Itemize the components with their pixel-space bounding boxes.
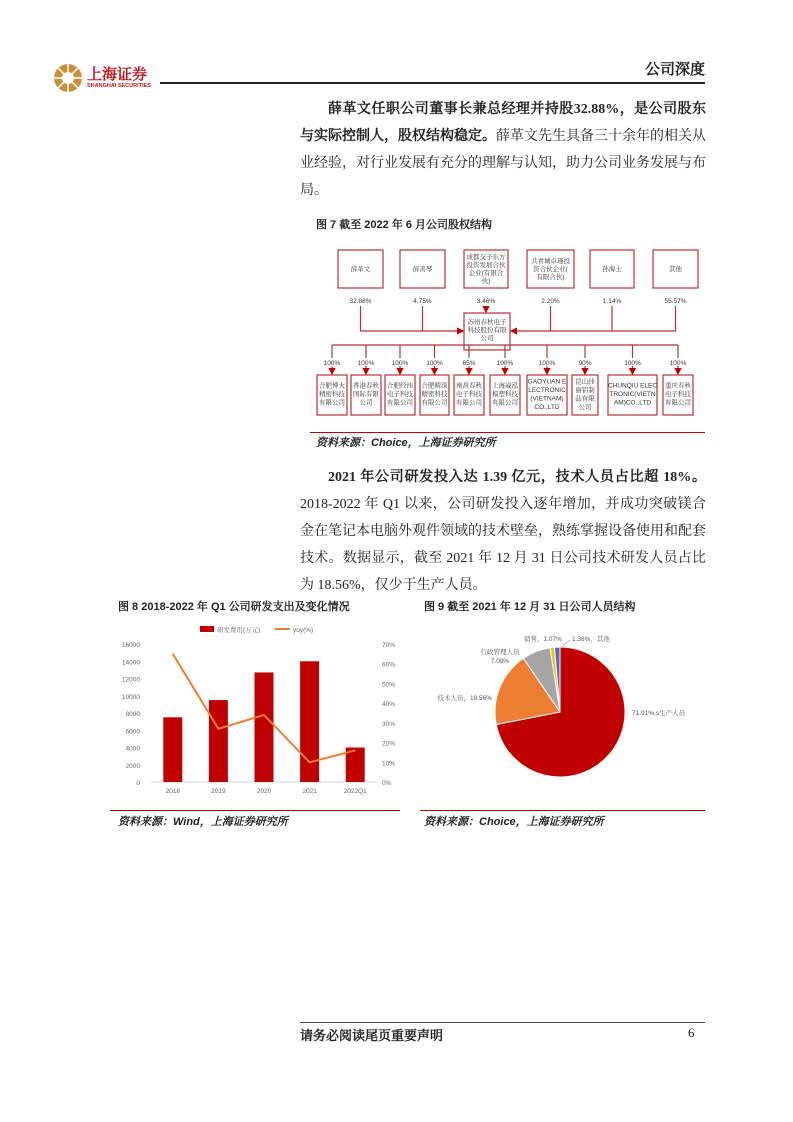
subsidiary-name: 昆山纬丽铝制品有限公司: [575, 378, 595, 411]
figure-7-source: 资料来源：Choice，上海证券研究所: [316, 437, 496, 449]
shareholder-name: 共青城卓瑾投资合伙企业(有限合伙): [531, 258, 570, 281]
ownership-chart: [0, 0, 793, 430]
y-tick-label: 14000: [121, 659, 140, 667]
subsidiary-name: CHUNQIU ELEC TRONIC(VIETN AM)CO.,LTD: [607, 382, 658, 407]
shareholder-name: 孙海士: [602, 266, 622, 273]
y2-tick-label: 50%: [382, 681, 396, 689]
paragraph-body: 薛革文先生具备三十余年的相关从业经验，对行业发展有充分的理解与认知，助力公司业务发展与布局。: [300, 129, 706, 198]
y-tick-label: 16000: [121, 642, 140, 649]
subsidiary-name: 重庆春秋电子科技有限公司: [665, 382, 691, 407]
company-name: 苏州春秋电子科技股份有限公司: [467, 319, 507, 342]
shareholder-pct: 4.75%: [413, 298, 432, 305]
slice-label: 71.91%,s生产人员: [632, 710, 686, 717]
rnd-expense-chart: [110, 614, 410, 804]
y-tick-label: 12000: [121, 676, 140, 684]
legend-swatch-bar: [200, 626, 214, 632]
shareholder-pct: 2.20%: [541, 298, 560, 305]
y2-tick-label: 60%: [382, 661, 396, 669]
figure-7-divider: [310, 432, 705, 433]
figure-8-source: 资料来源：Wind，上海证券研究所: [118, 816, 288, 828]
x-tick-label: 2020: [256, 788, 272, 795]
yoy-point: [309, 762, 310, 763]
figure-8-title: 图 8 2018-2022 年 Q1 公司研发支出及变化情况: [118, 601, 350, 613]
logo-subtext: SHANGHAI SECURITIES: [87, 83, 151, 89]
subsidiary-pct: 65%: [462, 360, 476, 367]
subsidiary-name: 合肥经纬电子科技有限公司: [387, 382, 413, 407]
paragraph-lead: 2021 年公司研发投入达 1.39 亿元，技术人员占比超 18%。: [328, 470, 706, 485]
figure-8-divider: [110, 810, 400, 811]
page-number: 6: [688, 1025, 695, 1040]
slice-label: 7.09%: [490, 658, 510, 665]
slice-label: 技术人员，18.56%: [437, 695, 492, 702]
shareholder-pct: 1.14%: [602, 298, 622, 305]
legend-label: yoy(%): [293, 627, 314, 634]
subsidiary-name: 上海崴泓模塑科技有限公司: [492, 382, 518, 407]
y-tick-label: 0: [136, 780, 140, 787]
paragraph-rnd: [300, 464, 706, 599]
y-tick-label: 10000: [121, 693, 140, 701]
yoy-point: [218, 728, 219, 729]
subsidiary-pct: 100%: [357, 360, 375, 367]
section-label: 公司深度: [644, 62, 705, 78]
paragraph-body: 2018-2022 年 Q1 以来，公司研发投入逐年增加，并成功突破镁合金在笔记本电脑外观件领域的技术壁垒，熟练掌握设备使用和配套技术。数据显示，截至 2021 年 12 月 31 日公司技术研发人员占比为 18.56%，仅少于生产人员。: [300, 497, 706, 593]
shareholder-name: 成都交子东方投资发展合伙企业(有限合伙): [466, 254, 506, 285]
bar-2020: [255, 672, 274, 782]
shareholder-pct: 3.46%: [476, 298, 496, 305]
subsidiary-name: GAOYUAN E LECTRONIC (VIETNAM) CO.,LTD: [527, 378, 567, 411]
shareholder-pct: 55.57%: [664, 298, 687, 305]
shareholder-name: 薛革文: [350, 266, 371, 273]
subsidiary-pct: 90%: [578, 360, 592, 367]
subsidiary-pct: 100%: [624, 360, 641, 367]
label-leader-line: [561, 640, 570, 647]
subsidiary-pct: 100%: [496, 360, 514, 367]
y2-tick-label: 20%: [382, 740, 396, 748]
figure-7-title: 图 7 截至 2022 年 6 月公司股权结构: [316, 219, 493, 231]
shareholder-pct: 32.88%: [349, 298, 372, 305]
y-tick-label: 6000: [125, 728, 140, 736]
legend-label: 研发费用(万元): [217, 627, 261, 634]
y-tick-label: 8000: [125, 711, 140, 718]
bar-2018: [163, 717, 182, 782]
y2-tick-label: 70%: [382, 642, 396, 649]
y2-tick-label: 10%: [382, 760, 396, 768]
subsidiary-name: 香港春秋国际有限公司: [353, 382, 379, 407]
subsidiary-name: 南昌春秋电子科技有限公司: [456, 382, 482, 407]
slice-label: 1.36%，其他: [572, 636, 610, 643]
y2-tick-label: 40%: [382, 701, 396, 709]
subsidiary-name: 合肥精深精密科技有限公司: [421, 382, 448, 407]
y2-tick-label: 30%: [382, 720, 396, 728]
x-tick-label: 2022Q1: [343, 788, 367, 795]
y2-tick-label: 0%: [382, 780, 392, 787]
yoy-point: [355, 750, 356, 751]
bar-2019: [209, 700, 228, 782]
subsidiary-pct: 100%: [391, 360, 409, 367]
yoy-point: [264, 714, 265, 715]
y-tick-label: 4000: [125, 745, 140, 753]
footer-divider: [300, 1022, 705, 1023]
figure-9-title: 图 9 截至 2021 年 12 月 31 日公司人员结构: [424, 601, 636, 613]
figure-9-divider: [420, 810, 705, 811]
subsidiary-pct: 100%: [323, 360, 341, 367]
subsidiary-name: 合肥博大精密科技有限公司: [319, 382, 345, 407]
paragraph-lead: 薛革文任职公司董事长兼总经理并持股32.88%，是公司股东与实际控制人，股权结构稳定。: [300, 102, 706, 144]
x-tick-label: 2021: [302, 788, 317, 795]
subsidiary-pct: 100%: [669, 360, 687, 367]
shareholder-name: 薛善琴: [412, 266, 433, 273]
subsidiary-pct: 100%: [426, 360, 443, 367]
footer-notice[interactable]: 请务必阅读尾页重要声明: [300, 1028, 444, 1043]
subsidiary-pct: 100%: [538, 360, 556, 367]
shareholder-name: 其他: [669, 266, 682, 273]
slice-label: 销售，1.07%: [524, 636, 562, 643]
x-tick-label: 2019: [211, 788, 226, 795]
x-tick-label: 2018: [165, 788, 181, 795]
y-tick-label: 2000: [125, 762, 140, 770]
bar-2021: [300, 661, 319, 782]
slice-label: 行政管理人员: [480, 649, 520, 656]
logo-text: 上海证券: [87, 65, 148, 83]
staff-structure-pie: [420, 614, 720, 804]
figure-9-source: 资料来源：Choice，上海证券研究所: [424, 816, 604, 828]
yoy-point: [172, 653, 173, 654]
